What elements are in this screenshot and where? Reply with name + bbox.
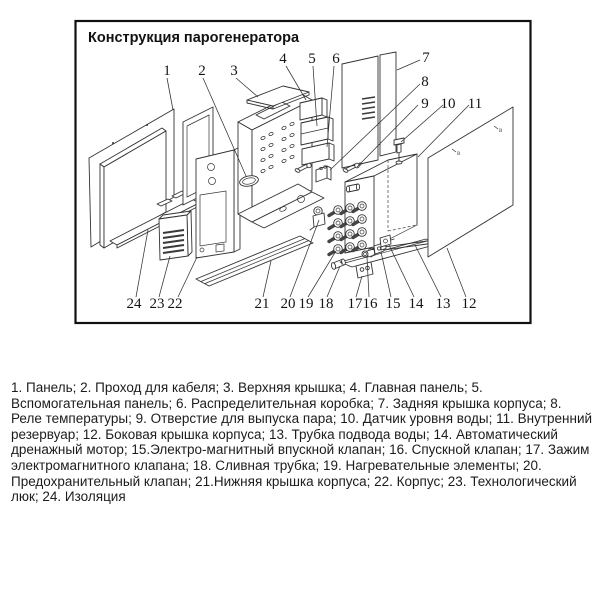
part-label-19: 19 — [298, 296, 314, 312]
part-22-case-body — [196, 147, 240, 258]
part-label-23: 23 — [149, 296, 165, 312]
svg-text:в: в — [499, 126, 503, 134]
part-label-13: 13 — [435, 296, 451, 312]
part-label-10: 10 — [440, 96, 456, 112]
part-label-15: 15 — [385, 296, 401, 312]
part-23-service-hatch — [159, 211, 192, 260]
part-label-18: 18 — [318, 296, 334, 312]
part-label-8: 8 — [421, 74, 429, 90]
part-label-1: 1 — [163, 63, 171, 79]
part-label-20: 20 — [280, 296, 296, 312]
part-label-16: 16 — [362, 296, 378, 312]
part-label-11: 11 — [467, 96, 483, 112]
svg-text:в: в — [457, 149, 461, 157]
figure-title: Конструкция парогенератора — [88, 30, 300, 46]
part-label-17: 17 — [347, 296, 363, 312]
parts-list-caption: 1. Панель; 2. Проход для кабеля; 3. Верхняя крышка; 4. Главная панель; 5. Вспомогательная панель; 6. Распределительная коробка; 7. Задняя крышка корпуса; 8. Реле температуры; 9. Отверстие для выпуска пара; 10. Датчик уровня воды; 11. Внутренний резервуар; 12. Боковая крышка корпуса; 13. Трубка подвода воды; 14. Автоматический дренажный мотор; 15.Электро-магнитный впускной клапан; 16. Спускной клапан; 17. Зажим электромагнитного клапана; 18. Сливная трубка; 19. Нагревательные элементы; 20. Предохранительный клапан; 21.Нижняя крышка корпуса; 22. Корпус; 23. Технологический люк; 24. Изоляция — [11, 380, 593, 505]
part-label-21: 21 — [254, 296, 270, 312]
part-label-24: 24 — [126, 296, 142, 312]
part-label-3: 3 — [230, 63, 238, 79]
part-label-4: 4 — [279, 51, 287, 67]
part-label-9: 9 — [421, 96, 429, 112]
part-label-7: 7 — [422, 50, 430, 66]
part-label-5: 5 — [308, 51, 316, 67]
part-label-2: 2 — [198, 63, 206, 79]
part-label-14: 14 — [408, 296, 424, 312]
part-label-6: 6 — [332, 51, 340, 67]
part-label-12: 12 — [461, 296, 477, 312]
part-label-22: 22 — [167, 296, 183, 312]
